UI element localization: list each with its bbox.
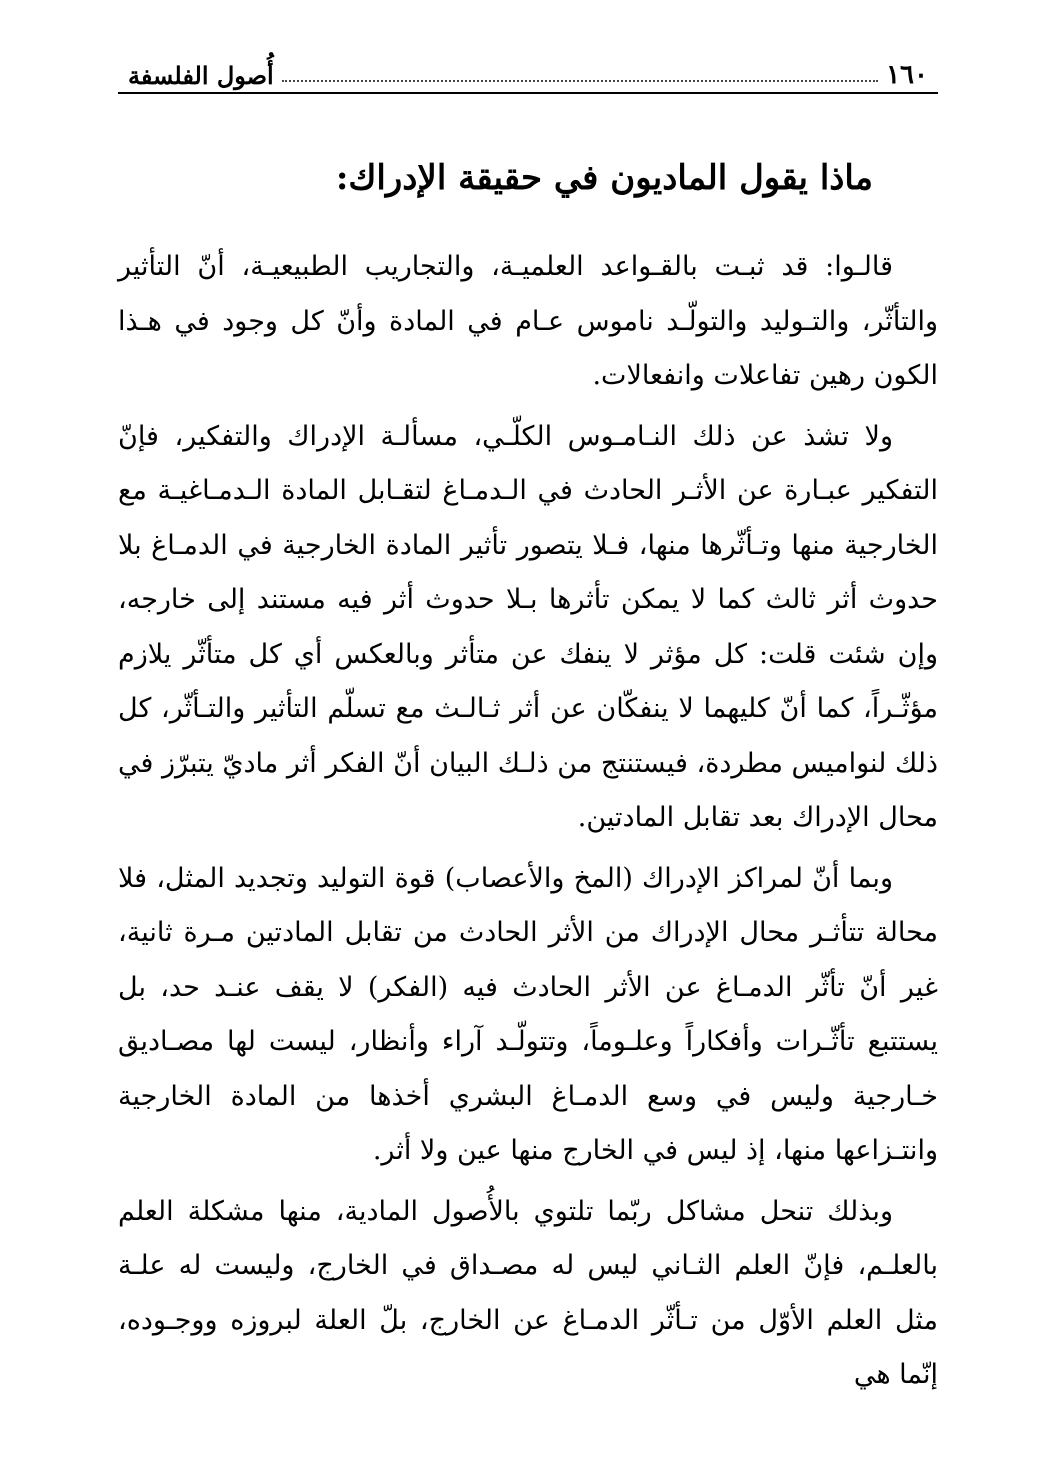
paragraph-1: قالـوا: قد ثبـت بالقـواعد العلميـة، والتجاريب الطبيعيـة، أنّ التأثير والتأثّر، والتـوليد والتولّـد ناموس عـام في المادة وأنّ كل وجود في هـذا الكون رهين تفاعلات وانفعالات.: [118, 251, 938, 391]
header-dotted-leader: [282, 80, 878, 82]
book-title: أُصول الفلسفة: [128, 60, 274, 90]
section-heading: ماذا يقول الماديون في حقيقة الإدراك:: [335, 158, 873, 198]
body-text: [118, 240, 938, 1409]
paragraph-2: ولا تشذ عن ذلك النـامـوس الكلّـي، مسألـة الإدراك والتفكير، فإنّ التفكير عبـارة عن الأثـر الحادث في الـدمـاغ لتقـابل المادة الـدمـاغيـة مع الخارجية منها وتـأثّرها منها، فـلا يتصور تأثير المادة الخارجية في الدمـاغ بلا حدوث أثر ثالث كما لا يمكن تأثرها بـلا حدوث أثر فيه مستند إلى خارجه، وإن شئت قلت: كل مؤثر لا ينفك عن متأثر وبالعكس أي كل متأثّر يلازم مؤثّـراً، كما أنّ كليهما لا ينفكّان عن أثر ثـالـث مع تسلّم التأثير والتـأثّر، كل ذلك لنواميس مطردة، فيستنتج من ذلـك البيان أنّ الفكر أثر ماديّ يتبرّز في محال الإدراك بعد تقابل المادتين.: [118, 420, 938, 833]
running-header: [118, 58, 938, 94]
paragraph-3: وبما أنّ لمراكز الإدراك (المخ والأعصاب) قوة التوليد وتجديد المثل، فلا محالة تتأثـر محال الإدراك من الأثر الحادث من تقابل المادتين مـرة ثانية، غير أنّ تأثّر الدمـاغ عن الأثر الحادث فيه (الفكر) لا يقف عنـد حد، بل يستتبع تأثّـرات وأفكاراً وعلـوماً، وتتولّـد آراء وأنظار، ليست لها مصـاديق خـارجية وليس في وسع الدمـاغ البشري أخذها من المادة الخارجية وانتـزاعها منها، إذ ليس في الخارج منها عين ولا أثر.: [118, 862, 938, 1166]
paragraph-4: وبذلك تنحل مشاكل ربّما تلتوي بالأُصول المادية، منها مشكلة العلم بالعلـم، فإنّ العلم الثـاني ليس له مصـداق في الخارج، وليست له علـة مثل العلم الأوّل من تـأثّر الدمـاغ عن الخارج، بلّ العلة لبروزه ووجـوده، إنّما هي: [118, 1195, 938, 1390]
page-number: ١٦٠: [886, 60, 928, 90]
